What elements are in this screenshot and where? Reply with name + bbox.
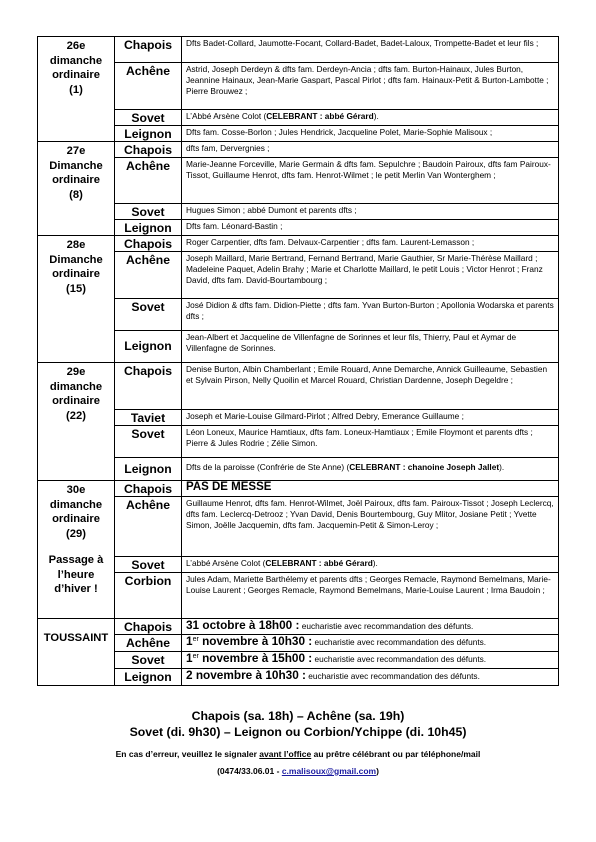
sunday-line: 30e	[66, 484, 86, 496]
phone-number: (0474/33.06.01 -	[217, 766, 282, 776]
schedule-row	[38, 158, 559, 204]
sunday-line: ordinaire	[52, 395, 100, 407]
sunday-line: ordinaire	[52, 513, 100, 525]
intentions-cell: dfts fam, Dervergnies ;	[182, 142, 559, 158]
schedule-row	[38, 669, 559, 686]
mass-schedule-table	[37, 36, 559, 686]
intentions-cell: Jules Adam, Mariette Barthélemy et parents dfts ; Georges Remacle, Raymond Bemelmans, Marie-Louise Laurent ; Georges Remacle, Raymond Bemelmans, Marie-Louise Laurent ; Irma Baudoin ;	[182, 573, 559, 619]
place-cell: Leignon	[115, 458, 182, 481]
place-cell: Achêne	[115, 252, 182, 299]
intentions-cell: Dfts de la paroisse (Confrérie de Ste Anne) (CELEBRANT : chanoine Joseph Jallet).	[182, 458, 559, 481]
intentions-cell: Roger Carpentier, dfts fam. Delvaux-Carpentier ; dfts fam. Laurent-Lemasson ;	[182, 236, 559, 252]
place-cell: Chapois	[115, 37, 182, 63]
intentions-cell: 2 novembre à 10h30 : eucharistie avec recommandation des défunts.	[182, 669, 559, 686]
schedule-row	[38, 252, 559, 299]
schedule-row	[38, 481, 559, 497]
intentions-cell	[182, 481, 559, 497]
sunday-line: ordinaire	[52, 174, 100, 186]
sunday-cell	[38, 236, 115, 363]
sunday-line: (8)	[69, 188, 83, 201]
place-cell: Chapois	[115, 236, 182, 252]
sunday-cell	[38, 363, 115, 481]
intentions-cell: Dfts fam. Cosse-Borlon ; Jules Hendrick, Jacqueline Polet, Marie-Sophie Malisoux ;	[182, 126, 559, 142]
sunday-line: dimanche	[49, 498, 103, 511]
place-cell: Taviet	[115, 410, 182, 426]
place-cell: Corbion	[115, 573, 182, 619]
place-cell: Achêne	[115, 63, 182, 110]
sunday-line: (1)	[69, 83, 83, 96]
schedule-row	[38, 331, 559, 363]
sunday-line: dimanche	[49, 380, 103, 393]
no-mass-label: PAS DE MESSE	[186, 481, 272, 493]
place-cell: Chapois	[115, 619, 182, 635]
schedule-row	[38, 204, 559, 220]
schedule-row	[38, 573, 559, 619]
place-cell: Leignon	[115, 220, 182, 236]
intentions-cell: 31 octobre à 18h00 : eucharistie avec recommandation des défunts.	[182, 619, 559, 635]
schedule-row	[38, 110, 559, 126]
place-cell: Sovet	[115, 652, 182, 669]
sunday-line: TOUSSAINT	[43, 632, 109, 644]
schedule-row	[38, 410, 559, 426]
sunday-cell	[38, 37, 115, 142]
saturday-schedule-line: Chapois (sa. 18h) – Achêne (sa. 19h)	[191, 709, 405, 723]
intentions-cell: Léon Loneux, Maurice Hamtiaux, dfts fam. Loneux-Hamtiaux ; Emile Floymont et parents dfts ; Pierre & Jules Rodrie ; Zélie Simon.	[182, 426, 559, 458]
intentions-cell: Joseph et Marie-Louise Gilmard-Pirlot ; Alfred Debry, Emerance Guillaume ;	[182, 410, 559, 426]
intentions-cell: Jean-Albert et Jacqueline de Villenfagne de Sorinnes et leur fils, Thierry, Paul et Aymar de Villenfagne de Sorinnes.	[182, 331, 559, 363]
schedule-row	[38, 557, 559, 573]
schedule-row	[38, 635, 559, 652]
place-cell: Achêne	[115, 635, 182, 652]
sunday-line: ordinaire	[52, 69, 100, 81]
sunday-line: ordinaire	[52, 268, 100, 280]
schedule-row	[38, 236, 559, 252]
place-cell: Sovet	[115, 426, 182, 458]
sunday-schedule-line: Sovet (di. 9h30) – Leignon ou Corbion/Ychippe (di. 10h45)	[129, 725, 467, 739]
intentions-cell: 1er novembre à 10h30 : eucharistie avec recommandation des défunts.	[182, 635, 559, 652]
sunday-line: Dimanche	[49, 253, 103, 266]
sunday-line: 28e	[66, 239, 86, 251]
sunday-line: 26e	[66, 40, 86, 52]
intentions-cell: Marie-Jeanne Forceville, Marie Germain & dfts fam. Sepulchre ; Baudoin Pairoux, dfts fam Pairoux-Tissot, Guillaume Henrot, dfts fam. Henrot-Wilmet ; le petit Merlin Van Wonterghem ;	[182, 158, 559, 204]
schedule-row	[38, 619, 559, 635]
schedule-row	[38, 37, 559, 63]
winter-time-note: d’hiver !	[54, 583, 98, 595]
place-cell: Chapois	[115, 142, 182, 158]
contact-line: (0474/33.06.01 - c.malisoux@gmail.com)	[217, 766, 379, 776]
intentions-cell: Astrid, Joseph Derdeyn & dfts fam. Derdeyn-Ancia ; dfts fam. Burton-Hainaux, Jules Burton, Jeannine Hainaux, Jean-Marie Gaspart, Pascal Pirlot ; dfts fam. Hainaux-Petit & Burton-Lambotte ; Pierre Brouwez ;	[182, 63, 559, 110]
place-cell: Leignon	[115, 126, 182, 142]
intentions-cell: José Didion & dfts fam. Didion-Piette ; dfts fam. Yvan Burton-Burton ; Apollonia Wodarska et parents dfts ;	[182, 299, 559, 331]
intentions-cell: Hugues Simon ; abbé Dumont et parents dfts ;	[182, 204, 559, 220]
intentions-cell: Joseph Maillard, Marie Bertrand, Fernand Bertrand, Marie Gauthier, Sr Marie-Thérèse Maillard ; Madeleine Paquet, Adelin Brahy ; Marie et Charlotte Maillard, le petit Louis ; Victor Henrot ; Franz David, dfts fam. David-Bourtambourg ;	[182, 252, 559, 299]
schedule-row	[38, 458, 559, 481]
place-cell: Achêne	[115, 158, 182, 204]
intentions-cell: Dfts fam. Léonard-Bastin ;	[182, 220, 559, 236]
winter-time-note: l’heure	[57, 568, 95, 581]
intentions-cell: L’abbé Arsène Colot (CELEBRANT : abbé Gérard).	[182, 557, 559, 573]
sunday-cell	[38, 142, 115, 236]
schedule-row	[38, 363, 559, 410]
intentions-cell: Denise Burton, Albin Chamberlant ; Emile Rouard, Anne Demarche, Annick Guilleaume, Sebastien et Sylvain Pirson, Nelly Quoilin et Marcel Rouard, Christian Dardenne, Joseph Degeldre ;	[182, 363, 559, 410]
sunday-line: (22)	[66, 409, 86, 422]
schedule-row	[38, 652, 559, 669]
intentions-cell: 1er novembre à 15h00 : eucharistie avec recommandation des défunts.	[182, 652, 559, 669]
place-cell: Leignon	[115, 669, 182, 686]
place-cell: Sovet	[115, 299, 182, 331]
sunday-line: 29e	[66, 366, 86, 378]
schedule-row	[38, 142, 559, 158]
schedule-row	[38, 426, 559, 458]
sunday-line: 27e	[66, 145, 86, 157]
schedule-row	[38, 220, 559, 236]
sunday-cell	[38, 619, 115, 686]
place-cell: Achêne	[115, 497, 182, 557]
winter-time-note: Passage à	[48, 554, 104, 566]
place-cell: Sovet	[115, 110, 182, 126]
schedule-row	[38, 126, 559, 142]
schedule-row	[38, 63, 559, 110]
place-cell: Chapois	[115, 481, 182, 497]
place-cell: Leignon	[115, 331, 182, 363]
sunday-line: dimanche	[49, 54, 103, 67]
place-cell: Sovet	[115, 204, 182, 220]
place-cell: Chapois	[115, 363, 182, 410]
intentions-cell: Dfts Badet-Collard, Jaumotte-Focant, Collard-Badet, Badet-Laloux, Trompette-Badet et leur fils ;	[182, 37, 559, 63]
error-notice: En cas d’erreur, veuillez le signaler avant l’office au prêtre célébrant ou par téléphone/mail	[115, 749, 481, 759]
schedule-row	[38, 497, 559, 557]
sunday-line: Dimanche	[49, 159, 103, 172]
intentions-cell: Guillaume Henrot, dfts fam. Henrot-Wilmet, Joël Pairoux, dfts fam. Pairoux-Tissot ; Joseph Leclercq, dfts fam. Leclercq-Detrooz ; Yvan David, Denis Bourtembourg, Guy Mlitor, Josiane Petit ; Yvette Simon, Joëlle Jacquemin, dfts fam. Jacquemin-Petit & Simon-Leroy ;	[182, 497, 559, 557]
intentions-cell: L’Abbé Arsène Colot (CELEBRANT : abbé Gérard).	[182, 110, 559, 126]
sunday-line: (29)	[66, 527, 86, 540]
sunday-cell	[38, 481, 115, 619]
schedule-row	[38, 299, 559, 331]
place-cell: Sovet	[115, 557, 182, 573]
email-link[interactable]: c.malisoux@gmail.com	[281, 766, 377, 776]
sunday-line: (15)	[66, 282, 86, 295]
